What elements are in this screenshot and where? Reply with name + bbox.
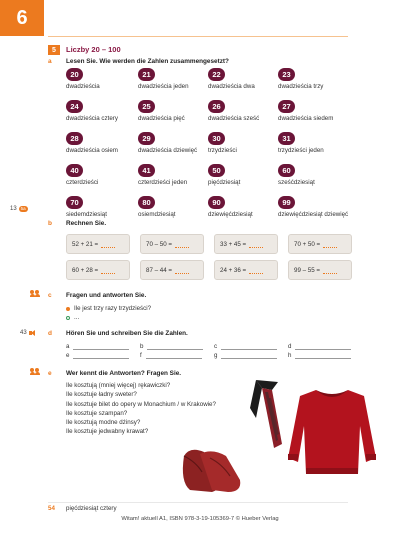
number-word: dwadzieścia trzy — [278, 83, 324, 90]
number-badge: 40 — [66, 164, 83, 177]
bullet-filled-icon — [66, 307, 70, 311]
pair-work-icon — [30, 290, 41, 298]
task-c: Fragen und antworten Sie. — [66, 292, 147, 299]
answer-bullet — [66, 314, 79, 321]
calc-expression: 70 + 50 = — [294, 240, 321, 248]
question-bullet — [66, 305, 151, 312]
sweater-image — [286, 386, 378, 478]
number-card — [138, 196, 176, 218]
number-word: dziewięćdziesiąt — [208, 211, 253, 218]
number-badge: 20 — [66, 68, 83, 81]
number-card — [278, 100, 333, 122]
question-text: Ile jest trzy razy trzydzieści? — [74, 305, 152, 312]
number-card — [278, 68, 323, 90]
number-card — [278, 196, 348, 218]
number-badge: 23 — [278, 68, 295, 81]
number-word: pięćdziesiąt — [208, 179, 241, 186]
blank-line — [221, 344, 277, 350]
number-badge: 26 — [208, 100, 225, 113]
write-blank[interactable] — [214, 343, 277, 350]
number-word: dwadzieścia pięć — [138, 115, 185, 122]
blank-line — [73, 353, 129, 359]
bullet-empty-icon — [66, 316, 70, 320]
calc-box — [288, 234, 352, 254]
number-word: sześćdziesiąt — [278, 179, 315, 186]
write-blank[interactable] — [288, 343, 351, 350]
write-blank[interactable] — [214, 352, 277, 359]
audio-track[interactable] — [20, 330, 36, 336]
number-word: dwadzieścia jeden — [138, 83, 189, 90]
blank-line — [295, 353, 351, 359]
number-card — [138, 164, 187, 186]
number-badge: 31 — [278, 132, 295, 145]
number-word: trzydzieści — [208, 147, 237, 154]
blank-label: d — [288, 343, 292, 350]
number-word: dziewięćdziesiąt dziewięć — [278, 211, 349, 218]
calc-box — [66, 260, 130, 280]
number-card — [138, 68, 189, 90]
blank-line — [221, 353, 277, 359]
blank-line — [146, 353, 202, 359]
number-card — [66, 196, 107, 218]
number-badge: 25 — [138, 100, 155, 113]
calc-box — [140, 234, 204, 254]
number-card — [66, 132, 118, 154]
number-word: dwadzieścia dwa — [208, 83, 255, 90]
answer-blank[interactable] — [101, 267, 115, 274]
blank-label: a — [66, 343, 70, 350]
answer-blank[interactable] — [175, 241, 189, 248]
number-card — [278, 164, 315, 186]
ref-page: 13 — [10, 206, 17, 212]
exercise-letter-a: a — [48, 58, 52, 65]
number-card — [66, 68, 100, 90]
blank-label: c — [214, 343, 218, 350]
question-line: Ile kosztuje ładny sweter? — [66, 391, 137, 399]
exercise-letter-d: d — [48, 330, 52, 337]
section-title: Liczby 20 – 100 — [66, 45, 121, 54]
write-blank[interactable] — [140, 343, 203, 350]
answer-text: ... — [74, 314, 80, 321]
number-card — [278, 132, 324, 154]
calc-box — [288, 260, 352, 280]
number-card — [138, 132, 197, 154]
audio-track-number: 43 — [20, 330, 27, 336]
question-line: Ile kosztuje bilet do opery w Monachium / w Krakowie? — [66, 400, 216, 408]
number-word: czterdzieści — [66, 179, 99, 186]
number-word: siedemdziesiąt — [66, 211, 107, 218]
calc-expression: 70 – 50 = — [146, 240, 172, 248]
gloves-image — [176, 446, 246, 496]
publisher-credit: Witam! aktuell A1, ISBN 978-3-19-105369-7 © Hueber Verlag — [121, 516, 279, 522]
number-word: dwadzieścia osiem — [66, 147, 118, 154]
number-word: dwadzieścia — [66, 83, 100, 90]
number-card — [208, 164, 240, 186]
task-a: Lesen Sie. Wie werden die Zahlen zusammengesetzt? — [66, 58, 229, 65]
question-line: Ile kosztują modne dżinsy? — [66, 419, 141, 427]
number-badge: 29 — [138, 132, 155, 145]
number-badge: 28 — [66, 132, 83, 145]
header-rule — [48, 36, 348, 37]
number-badge: 24 — [66, 100, 83, 113]
footer-rule — [48, 502, 348, 503]
task-d: Hören Sie und schreiben Sie die Zahlen. — [66, 330, 188, 337]
number-card — [208, 196, 253, 218]
number-badge: 99 — [278, 196, 295, 209]
task-e: Wer kennt die Antworten? Fragen Sie. — [66, 370, 182, 377]
answer-blank[interactable] — [323, 241, 337, 248]
answer-blank[interactable] — [249, 241, 263, 248]
group-work-icon — [30, 368, 41, 376]
blank-label: g — [214, 352, 218, 359]
number-badge: 50 — [208, 164, 225, 177]
calc-box — [140, 260, 204, 280]
blank-label: e — [66, 352, 70, 359]
blank-label: h — [288, 352, 292, 359]
number-word: osiemdziesiąt — [138, 211, 176, 218]
question-line: Ile kosztują (mniej więcej) rękawiczki? — [66, 382, 171, 389]
write-blank[interactable] — [288, 352, 351, 359]
number-word: trzydzieści jeden — [278, 147, 324, 154]
question-line: Ile kosztuje jedwabny krawat? — [66, 428, 149, 436]
number-badge: 22 — [208, 68, 225, 81]
blank-line — [147, 344, 203, 350]
number-badge: 27 — [278, 100, 295, 113]
section-number: 5 — [48, 45, 60, 55]
ref-badge: 5a — [20, 206, 26, 211]
tie-image — [248, 378, 288, 450]
number-card — [208, 68, 255, 90]
number-card — [66, 164, 98, 186]
calc-box — [214, 260, 278, 280]
speaker-icon — [29, 330, 36, 336]
calc-expression: 52 + 21 = — [72, 240, 99, 248]
blank-label: f — [140, 352, 142, 359]
number-badge: 70 — [66, 196, 83, 209]
number-card — [208, 132, 237, 154]
calc-expression: 87 – 44 = — [146, 266, 172, 274]
answer-blank[interactable] — [323, 267, 337, 274]
calc-expression: 99 – 55 = — [294, 266, 320, 274]
question-list — [66, 381, 216, 437]
blank-label: b — [140, 343, 144, 350]
blank-line — [295, 344, 351, 350]
number-badge: 60 — [278, 164, 295, 177]
task-b: Rechnen Sie. — [66, 220, 107, 227]
calc-expression: 24 + 36 = — [220, 266, 247, 274]
exercise-letter-c: c — [48, 292, 52, 299]
answer-blank[interactable] — [175, 267, 189, 274]
number-word: dwadzieścia sześć — [208, 115, 260, 122]
write-blank[interactable] — [66, 352, 129, 359]
number-badge: 21 — [138, 68, 155, 81]
page-number-word: pięćdziesiąt cztery — [66, 505, 117, 512]
blank-line — [73, 344, 129, 350]
number-badge: 90 — [208, 196, 225, 209]
write-blank[interactable] — [66, 343, 129, 350]
number-word: dwadzieścia dziewięć — [138, 147, 198, 154]
calc-expression: 60 + 28 = — [72, 266, 99, 274]
number-word: czterdzieści jeden — [138, 179, 188, 186]
number-word: dwadzieścia siedem — [278, 115, 334, 122]
number-card — [66, 100, 118, 122]
number-badge: 80 — [138, 196, 155, 209]
answer-blank[interactable] — [101, 241, 115, 248]
calc-box — [214, 234, 278, 254]
answer-blank[interactable] — [249, 267, 263, 274]
number-badge: 30 — [208, 132, 225, 145]
exercise-letter-b: b — [48, 220, 52, 227]
page-number: 54 — [48, 505, 55, 512]
cross-reference — [10, 206, 28, 212]
number-word: dwadzieścia cztery — [66, 115, 118, 122]
number-card — [208, 100, 259, 122]
exercise-letter-e: e — [48, 370, 52, 377]
number-badge: 41 — [138, 164, 155, 177]
calc-expression: 33 + 45 = — [220, 240, 247, 248]
calc-box — [66, 234, 130, 254]
number-card — [138, 100, 185, 122]
question-line: Ile kosztuje szampan? — [66, 409, 128, 417]
write-blank[interactable] — [140, 352, 202, 359]
chapter-number: 6 — [0, 0, 44, 36]
